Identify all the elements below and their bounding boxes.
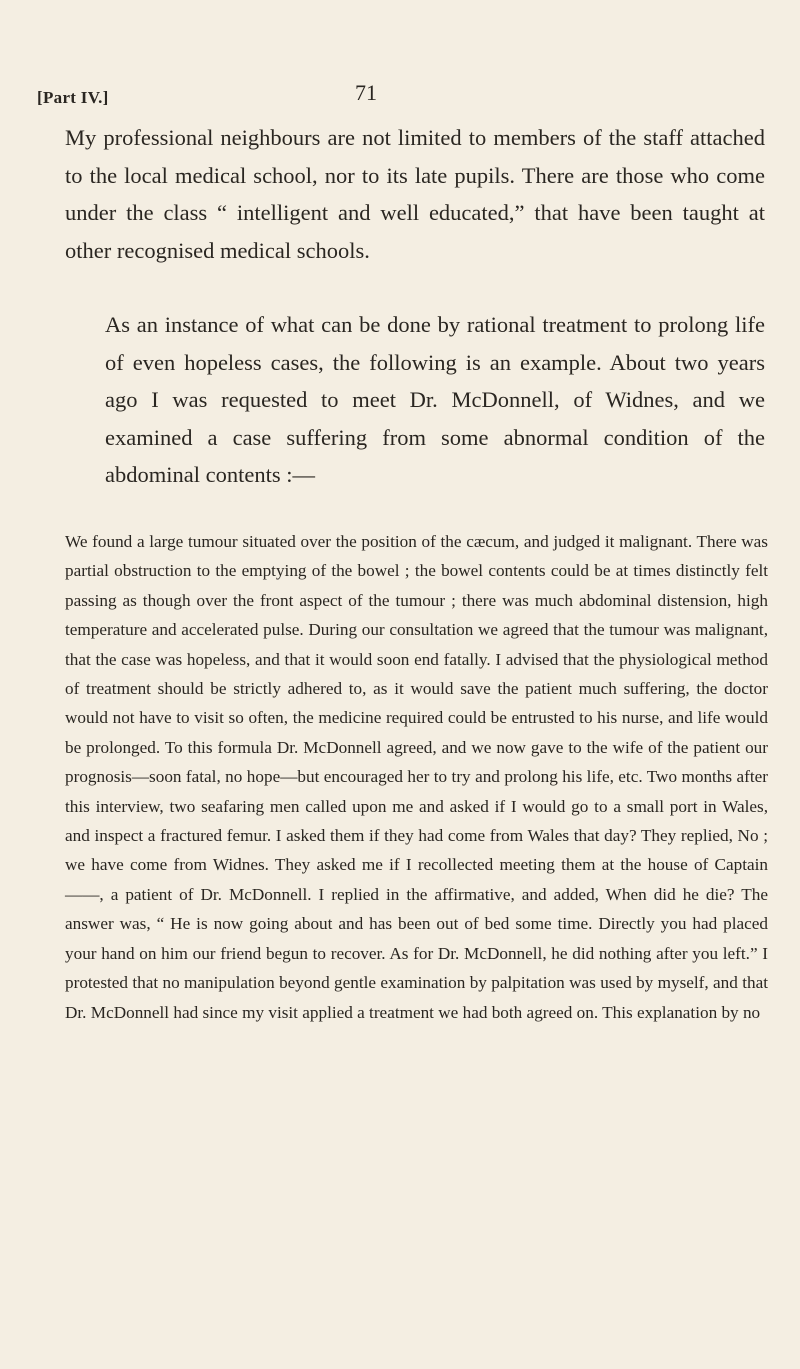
- page-number: 71: [355, 80, 377, 105]
- running-head: [Part IV.]: [37, 88, 109, 107]
- paragraph-rational-treatment: [65, 306, 765, 494]
- paragraph-rational-treatment-text: As an instance of what can be done by rational treatment to prolong life of even hopeless cases, the following is an example. About two years ago I was requested to meet Dr. McDonnell, of Widnes, and we examined a case suffering from some abnormal condition of the abdominal contents :—: [105, 312, 765, 487]
- paragraph-professional-neighbours: My professional neighbours are not limited to members of the staff attached to the local medical school, nor to its late pupils. There are those who come under the class “ intelligent and well educated,” that have been taught at other recognised medical schools.: [65, 125, 765, 263]
- case-report: We found a large tumour situated over the position of the cæcum, and judged it malignant. There was partial obstruction to the emptying of the bowel ; the bowel contents could be at times distinctly felt passing as though over the front aspect of the tumour ; there was much abdominal distension, high temperature and accelerated pulse. During our consultation we agreed that the tumour was malignant, that the case was hopeless, and that it would soon end fatally. I advised that the physiological method of treatment should be strictly adhered to, as it would save the patient much suffering, the doctor would not have to visit so often, the medicine required could be entrusted to his nurse, and life would be prolonged. To this formula Dr. McDonnell agreed, and we now gave to the wife of the patient our prognosis—soon fatal, no hope—but encouraged her to try and prolong his life, etc. Two months after this interview, two seafaring men called upon me and asked if I would go to a small port in Wales, and inspect a fractured femur. I asked them if they had come from Wales that day? They replied, No ; we have come from Widnes. They asked me if I recollected meeting them at the house of Captain ——, a patient of Dr. McDonnell. I replied in the affirmative, and added, When did he die? The answer was, “ He is now going about and has been out of bed some time. Directly you had placed your hand on him our friend begun to recover. As for Dr. McDonnell, he did nothing after you left.” I protested that no manipulation beyond gentle examination by palpitation was used by myself, and that Dr. McDonnell had since my visit applied a treatment we had both agreed on. This explanation by no: [65, 532, 768, 1022]
